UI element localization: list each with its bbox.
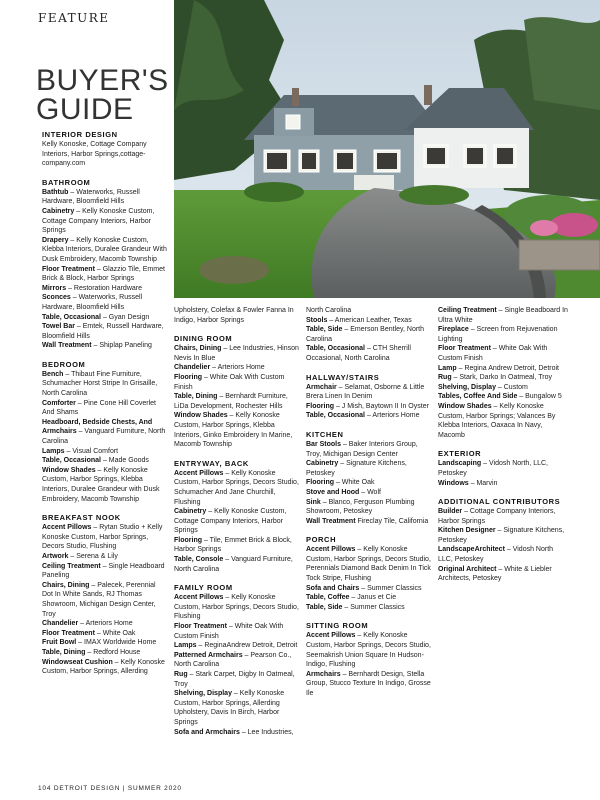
- continued-text: [306, 306, 434, 364]
- title-line-1: BUYER'S: [36, 64, 169, 97]
- item-list: [174, 344, 300, 450]
- item-value: – Kelly Konoske Custom, Cottage Company Interiors, Harbor Springs: [42, 207, 155, 235]
- section-contributors: [438, 496, 568, 584]
- item-key: Chandelier: [42, 620, 79, 628]
- item-value: – Single Beadboard In Ultra White: [438, 307, 568, 324]
- item-list: [42, 188, 168, 351]
- item-list: [42, 370, 168, 504]
- list-item: [306, 498, 434, 517]
- list-item: [306, 344, 434, 363]
- list-item: [42, 370, 168, 399]
- item-key: Fruit Bowl: [42, 639, 77, 647]
- item-value: – Bungalow 5: [517, 393, 562, 401]
- item-value: – Vanguard Furniture, North Carolina: [42, 428, 166, 446]
- item-list: [306, 631, 434, 698]
- section-text: Kelly Konoske, Cottage Company Interiors, Harbor Springs,cottage-company.com: [42, 141, 147, 168]
- item-value: – American Leather, Texas: [327, 316, 412, 324]
- house-photo: [174, 0, 600, 298]
- item-value: – Kelly Konoske Custom, Klebba Interiors, Duralee Grandeur With Dusk Embroidery, Macomb Township: [42, 236, 167, 263]
- item-value: – Kelly Konoske Custom, Harbor Springs, Allerding Upholstery, Davis In Birch, Harbor Springs: [174, 690, 285, 726]
- item-key: Windowseat Cushion: [42, 658, 113, 666]
- list-item: [42, 188, 168, 207]
- item-key: Builder: [438, 508, 463, 516]
- item-key: Lamps: [42, 447, 65, 455]
- list-item: [438, 383, 568, 393]
- item-key: Floor Treatment: [174, 623, 227, 631]
- section-bedroom: [42, 359, 168, 504]
- item-list: [306, 545, 434, 612]
- item-value: – White & Liebler Architects, Petoskey: [438, 565, 552, 583]
- item-key: Windows: [438, 479, 469, 487]
- list-item: [438, 402, 568, 440]
- item-value: – Lee Industries, Hinson Nevis In Blue: [174, 345, 299, 362]
- list-item: [42, 418, 168, 447]
- item-key: Table, Occasional: [306, 345, 366, 353]
- item-key: Accent Pillows: [306, 632, 356, 640]
- list-item: [42, 207, 168, 236]
- item-value: – Serena & Lily: [68, 552, 118, 560]
- item-value: – Emtek, Russell Hardware, Bloomfield Hills: [42, 323, 164, 340]
- item-key: Sofa and Armchairs: [174, 728, 240, 736]
- list-item: [438, 344, 568, 363]
- list-item: [174, 411, 300, 449]
- item-value: – White Oak: [334, 479, 375, 487]
- item-key: Towel Bar: [42, 323, 75, 331]
- item-value: – Kelly Konoske Custom, Harbor Springs, Decors Studio, Seemakrish Union Square In Hudson-Indigo, Flushing: [306, 632, 431, 669]
- section-title: ENTRYWAY, BACK: [174, 458, 249, 468]
- section-family-room: [174, 582, 300, 737]
- section-title: INTERIOR DESIGN: [42, 130, 118, 139]
- item-key: Accent Pillows: [42, 524, 92, 532]
- section-title: EXTERIOR: [438, 449, 482, 459]
- item-key: Sofa and Chairs: [306, 584, 360, 592]
- item-key: Bathtub: [42, 188, 69, 196]
- list-item: [42, 293, 168, 312]
- item-key: Stools: [306, 316, 328, 324]
- list-item: [306, 325, 434, 344]
- item-key: Window Shades: [42, 466, 96, 474]
- item-key: Table, Coffee: [306, 594, 350, 602]
- item-key: Drapery: [42, 236, 69, 244]
- section-title: SITTING ROOM: [306, 621, 369, 631]
- list-item: [42, 284, 168, 294]
- item-key: Chandelier: [174, 364, 211, 372]
- list-item: [174, 689, 300, 727]
- item-key: Shelving, Display: [174, 690, 232, 698]
- item-value: – Regina Andrew Detroit, Detroit: [456, 364, 559, 372]
- item-value: – Cottage Company Interiors, Harbor Springs: [438, 508, 556, 525]
- item-key: Sconces: [42, 294, 71, 302]
- item-value: – Summer Classics: [359, 584, 422, 592]
- item-value: – Signature Kitchens, Petoskey: [306, 460, 407, 477]
- item-value: Fireclay Tile, California: [355, 517, 429, 525]
- list-item: [42, 341, 168, 351]
- list-item: [306, 402, 434, 412]
- section-interior-design: [42, 129, 168, 169]
- item-value: – Bernhardt Design, Stella Group, Stucco Texture In Indigo, Grosse Ile: [306, 670, 431, 697]
- item-value: – Kelly Konoske Custom, Harbor Springs, Decors Studio, Flushing: [174, 594, 299, 621]
- list-item: [42, 552, 168, 562]
- item-value: – Made Goods: [101, 457, 149, 465]
- item-list: [42, 523, 168, 677]
- item-key: Table, Occasional: [42, 457, 102, 465]
- list-item: [174, 728, 300, 738]
- item-key: Flooring: [174, 373, 202, 381]
- item-key: Patterned Armchairs: [174, 651, 243, 659]
- section-title: HALLWAY/STAIRS: [306, 372, 380, 382]
- item-value: – White Oak: [94, 629, 136, 637]
- list-item: [174, 392, 300, 411]
- item-value: – Vidosh North, LLC, Petoskey: [438, 460, 548, 477]
- item-value: – Single Headboard Paneling: [42, 562, 165, 580]
- item-key: Fireplace: [438, 326, 469, 334]
- item-value: – Marvin: [468, 479, 498, 487]
- page-title: [36, 66, 169, 124]
- section-title: KITCHEN: [306, 429, 344, 439]
- item-key: Mirrors: [42, 284, 67, 292]
- list-item: [306, 631, 434, 669]
- list-item: [42, 456, 168, 466]
- list-item: [306, 545, 434, 583]
- item-value: – White Oak With Custom Finish: [174, 373, 285, 391]
- item-value: – Arteriors Home: [78, 620, 133, 628]
- list-item: [438, 364, 568, 374]
- list-item: [174, 622, 300, 641]
- item-value: – Vanguard Furniture, North Carolina: [174, 556, 293, 573]
- item-continued: North Carolina: [306, 307, 352, 314]
- list-item: [42, 466, 168, 504]
- item-key: Flooring: [174, 536, 202, 544]
- section-title: ADDITIONAL CONTRIBUTORS: [438, 497, 561, 507]
- item-list: [438, 507, 568, 584]
- item-value: – Thibaut Fine Furniture, Schumacher Horst Stripe In Grisaille, North Carolina: [42, 370, 158, 398]
- item-value: – Janus et Cie: [349, 594, 397, 602]
- item-value: – Kelly Konoske Custom, Harbor Springs, Klebba Interiors, Ginko Embroidery In Marine, Macomb Township: [174, 412, 293, 449]
- item-key: Rug: [174, 671, 188, 678]
- column-3: [306, 306, 434, 707]
- item-value: – Rytan Studio + Kelly Konoske Custom, Harbor Springs, Decors Studio, Flushing: [42, 524, 163, 551]
- item-key: Table, Occasional: [42, 313, 102, 321]
- item-value: – Vidosh North LLC, Petoskey: [438, 546, 554, 564]
- list-item: [174, 373, 300, 392]
- item-value: – Waterworks, Russell Hardware, Bloomfield Hills: [42, 188, 140, 206]
- item-list: [306, 316, 434, 364]
- section-title: BEDROOM: [42, 359, 86, 369]
- item-key: Window Shades: [174, 412, 228, 420]
- item-key: Armchair: [306, 383, 337, 391]
- item-key: Accent Pillows: [306, 546, 356, 554]
- list-item: [306, 593, 434, 603]
- item-value: – Wolf: [359, 488, 381, 496]
- item-value: – CTH Sherrill Occasional, North Carolina: [306, 345, 411, 362]
- item-value: – White Oak With Custom Finish: [438, 345, 548, 362]
- item-value: – Lee Industries,: [239, 728, 294, 736]
- item-value: – Blanco, Ferguson Plumbing Showroom, Petoskey: [306, 498, 415, 516]
- item-key: Accent Pillows: [174, 469, 224, 477]
- item-list: [438, 459, 568, 488]
- item-value: – Emerson Bentley, North Carolina: [306, 326, 425, 343]
- list-item: [174, 469, 300, 507]
- list-item: [42, 619, 168, 629]
- item-key: Wall Treatment: [306, 517, 356, 525]
- item-value: – White Oak With Custom Finish: [174, 623, 284, 640]
- item-key: LandscapeArchitect: [438, 546, 505, 554]
- list-item: [438, 325, 568, 344]
- item-key: Table, Side: [306, 603, 343, 611]
- item-key: Tables, Coffee And Side: [438, 393, 518, 401]
- item-value: – Baker Interiors Group, Troy, Michigan Design Center: [306, 440, 418, 458]
- continued-text: [174, 306, 300, 325]
- list-item: [306, 383, 434, 402]
- item-list: [306, 440, 434, 526]
- section-kicker: FEATURE: [38, 11, 110, 25]
- list-item: [438, 306, 568, 325]
- item-value: – Restoration Hardware: [66, 284, 142, 292]
- list-item: [42, 322, 168, 341]
- item-key: Headboard, Bedside Chests, And Armchairs: [42, 418, 153, 436]
- item-value: – Palecek, Perennial Dot In White Sands, RJ Thomas Showroom, Michigan Design Center, Troy: [42, 581, 156, 618]
- list-item: [438, 545, 568, 564]
- column-4: [438, 306, 568, 592]
- item-value: – Kelly Konoske Custom, Harbor Springs, Klebba Interiors, Duralee Grandeur with Dusk Embroidery, Macomb Township: [42, 466, 160, 503]
- item-key: Cabinetry: [174, 508, 207, 516]
- item-value: – Visual Comfort: [64, 447, 119, 455]
- section-sitting-room: [306, 620, 434, 698]
- section-entryway: [174, 458, 300, 575]
- section-hallway: [306, 372, 434, 421]
- list-item: [438, 392, 568, 402]
- item-key: Table, Dining: [174, 393, 218, 401]
- item-key: Floor Treatment: [42, 629, 95, 637]
- item-key: Floor Treatment: [438, 345, 491, 353]
- list-item: [42, 629, 168, 639]
- item-key: Accent Pillows: [174, 594, 224, 602]
- item-key: Flooring: [306, 402, 334, 410]
- item-key: Table, Dining: [42, 648, 86, 656]
- item-value: – Custom: [495, 383, 528, 391]
- item-list: [306, 383, 434, 421]
- item-value: – Waterworks, Russell Hardware, Bloomfield Hills: [42, 294, 143, 311]
- item-value: – Signature Kitchens, Petoskey: [438, 527, 565, 544]
- list-item: [42, 265, 168, 284]
- item-key: Bench: [42, 370, 64, 378]
- item-value: – Shiplap Paneling: [91, 342, 152, 350]
- list-item: [174, 363, 300, 373]
- item-key: Kitchen Designer: [438, 527, 496, 535]
- list-item: [438, 526, 568, 545]
- section-title: PORCH: [306, 535, 337, 545]
- item-value: – Kelly Konoske Custom, Harbor Springs, Decors Studio, Schumacher And Jane Churchill, Flushing: [174, 469, 299, 506]
- item-key: Chairs, Dining: [42, 581, 90, 589]
- list-item: [174, 555, 300, 574]
- list-item: [306, 584, 434, 594]
- item-value: – ReginaAndrew Detroit, Detroit: [196, 642, 298, 650]
- column-2: [174, 306, 300, 745]
- item-value: – IMAX Worldwide Home: [76, 639, 157, 647]
- item-value: – Screen from Rejuvenation Lighting: [438, 326, 558, 343]
- list-item: [42, 562, 168, 581]
- list-item: [174, 670, 300, 689]
- section-breakfast-nook: [42, 512, 168, 677]
- item-key: Comforter: [42, 399, 76, 407]
- section-title: BREAKFAST NOOK: [42, 513, 121, 523]
- section-kitchen: [306, 429, 434, 526]
- item-value: – Kelly Konoske Custom, Harbor Springs; Valances By Klebba Interiors, Oaxaca In Navy, Macomb: [438, 402, 556, 439]
- item-value: – Gyan Design: [101, 313, 150, 321]
- item-value: – Kelly Konoske Custom, Harbor Springs, Decors Studio, Perennials Diamond Back Denim In Tick Tock Stripe, Flushing: [306, 546, 431, 583]
- column-1: [42, 129, 168, 685]
- item-value: – Arteriors Home: [210, 364, 265, 372]
- section-title: BATHROOM: [42, 177, 91, 187]
- list-item: [306, 488, 434, 498]
- item-key: Artwork: [42, 552, 69, 560]
- section-dining-room: [174, 333, 300, 450]
- list-item: [306, 440, 434, 459]
- item-value: – Summer Classics: [342, 603, 405, 611]
- item-key: Stove and Hood: [306, 488, 360, 496]
- section-porch: [306, 534, 434, 612]
- list-item: [42, 313, 168, 323]
- list-item: [306, 411, 434, 421]
- list-item: [174, 593, 300, 622]
- list-item: [174, 651, 300, 670]
- list-item: [42, 447, 168, 457]
- item-value: – Selamat, Osborne & Little Brera Linen In Denim: [306, 383, 425, 401]
- section-bathroom: [42, 177, 168, 351]
- list-item: [438, 565, 568, 584]
- item-key: Bar Stools: [306, 440, 342, 448]
- item-key: Table, Occasional: [306, 412, 366, 420]
- item-value: – Arteriors Home: [365, 412, 420, 420]
- list-item: [438, 459, 568, 478]
- list-item: [42, 399, 168, 418]
- list-item: [174, 641, 300, 651]
- item-value: – Stark, Darko In Oatmeal, Troy: [451, 374, 552, 382]
- title-line-2: GUIDE: [36, 93, 134, 126]
- item-value: – Stark Carpet, Digby In Oatmeal, Troy: [174, 671, 295, 688]
- item-key: Original Architect: [438, 565, 497, 573]
- item-value: – J Mish, Baytown II In Oyster: [334, 402, 429, 410]
- list-item: [306, 478, 434, 488]
- list-item: [42, 658, 168, 677]
- item-key: Armchairs: [306, 670, 341, 678]
- section-title: FAMILY ROOM: [174, 583, 233, 593]
- list-item: [306, 603, 434, 613]
- item-value: – Redford House: [85, 648, 141, 656]
- list-item: [42, 236, 168, 265]
- item-key: Floor Treatment: [42, 265, 95, 273]
- item-key: Flooring: [306, 479, 334, 487]
- item-key: Lamp: [438, 364, 457, 372]
- item-continued: Upholstery, Colefax & Fowler Fanna In Indigo, Harbor Springs: [174, 307, 294, 324]
- list-item: [42, 523, 168, 552]
- list-item: [42, 638, 168, 648]
- item-value: – Tile, Emmet Brick & Block, Harbor Springs: [174, 536, 292, 554]
- list-item: [306, 459, 434, 478]
- list-item: [438, 507, 568, 526]
- item-value: – Bernhardt Furniture, LiDa Development, Rochester Hills: [174, 393, 288, 410]
- item-list: [174, 469, 300, 575]
- item-key: Landscaping: [438, 460, 482, 468]
- list-item: [174, 344, 300, 363]
- item-key: Table, Console: [174, 556, 224, 564]
- item-key: Ceiling Treatment: [438, 307, 497, 314]
- item-value: – Kelly Konoske Custom, Cottage Company Interiors, Harbor Springs: [174, 508, 287, 535]
- item-key: Sink: [306, 498, 321, 506]
- continued-text: [438, 306, 568, 440]
- list-item: [306, 517, 434, 527]
- item-key: Rug: [438, 374, 452, 382]
- item-key: Chairs, Dining: [174, 345, 222, 353]
- item-key: Cabinetry: [306, 460, 339, 468]
- list-item: [438, 373, 568, 383]
- item-key: Shelving, Display: [438, 383, 496, 391]
- item-key: Table, Side: [306, 326, 343, 334]
- item-list: [174, 593, 300, 737]
- list-item: [306, 316, 434, 326]
- list-item: [42, 648, 168, 658]
- item-value: – Pearson Co., North Carolina: [174, 651, 292, 669]
- page-footer: 104 DETROIT DESIGN | SUMMER 2020: [38, 785, 182, 792]
- item-value: – Pine Cone Hill Coverlet And Shams: [42, 399, 156, 417]
- list-item: [42, 581, 168, 619]
- list-item: [438, 479, 568, 489]
- section-title: DINING ROOM: [174, 334, 233, 344]
- item-value: – Kelly Konoske Custom, Harbor Springs, Allerding: [42, 658, 165, 676]
- section-exterior: [438, 448, 568, 488]
- item-key: Wall Treatment: [42, 342, 92, 350]
- item-value: – Glazzio Tile, Emmet Brick & Block, Harbor Springs: [42, 265, 165, 283]
- item-key: Cabinetry: [42, 207, 75, 215]
- list-item: [306, 670, 434, 699]
- item-key: Ceiling Treatment: [42, 562, 101, 570]
- item-key: Window Shades: [438, 402, 492, 410]
- list-item: [174, 536, 300, 555]
- item-key: Lamps: [174, 642, 197, 650]
- item-list: [438, 306, 568, 440]
- list-item: [174, 507, 300, 536]
